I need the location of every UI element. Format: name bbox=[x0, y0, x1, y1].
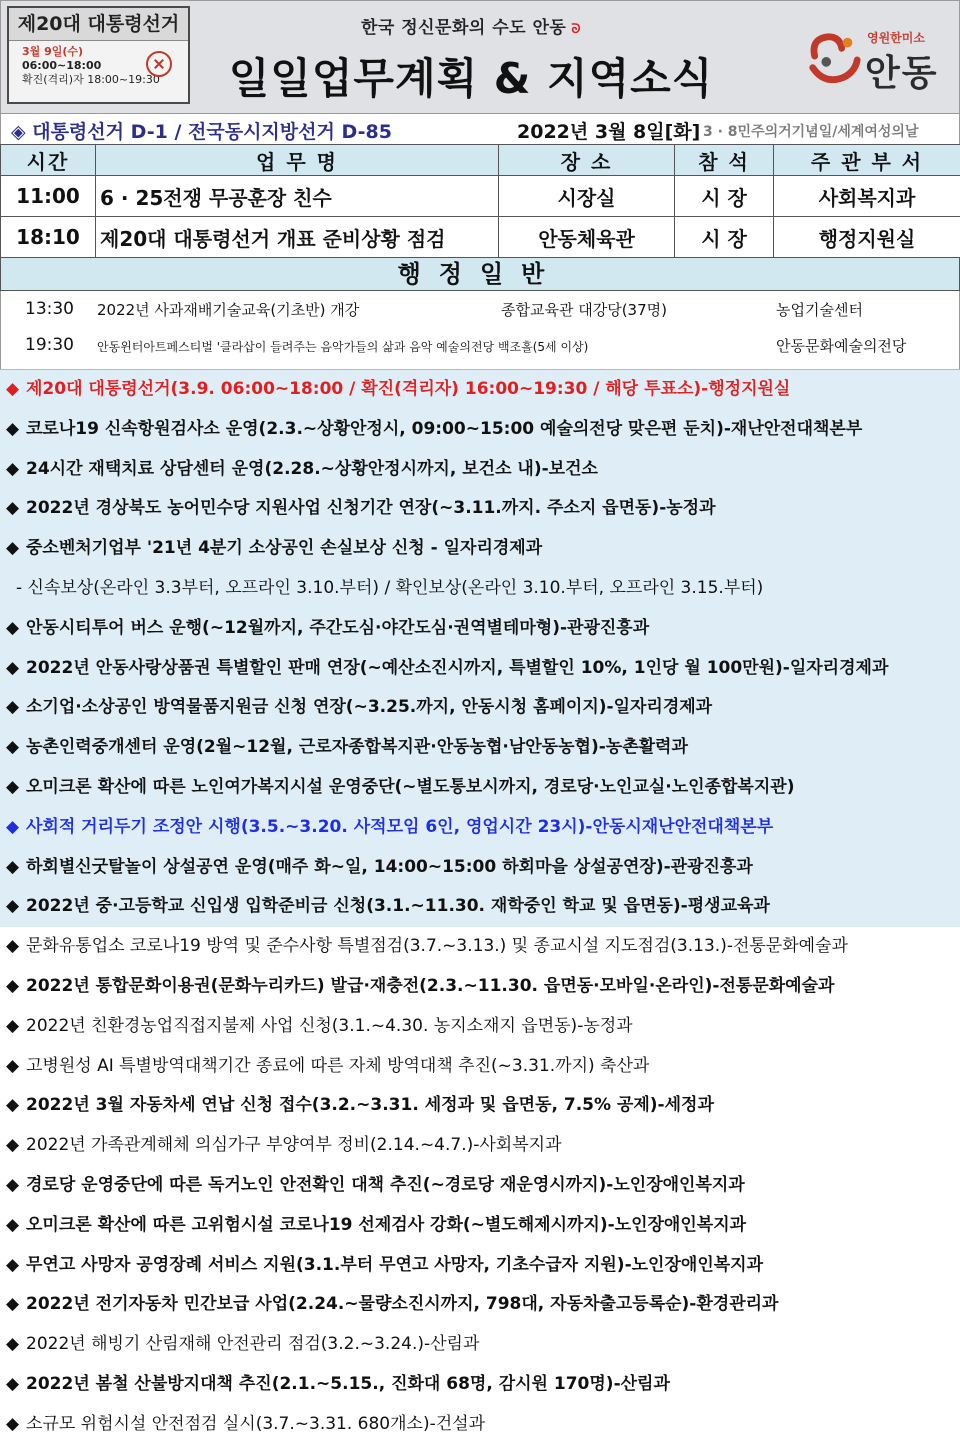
list-item bbox=[0, 848, 960, 888]
list-item-text: 2022년 3월 자동차세 연납 신청 접수(3.2.~3.31. 세정과 및 읍면동, 7.5% 공제)-세정과 bbox=[26, 1095, 714, 1116]
list-item bbox=[0, 1405, 960, 1445]
list-item bbox=[0, 688, 960, 728]
news-list bbox=[0, 927, 960, 1444]
admin-department: 안동문화예술의전당 bbox=[776, 337, 907, 355]
list-item bbox=[0, 609, 960, 649]
list-item-text: 24시간 재택치료 상담센터 운영(2.28.~상황안정시까지, 보건소 내)-보건소 bbox=[26, 458, 598, 479]
andong-logo bbox=[803, 19, 943, 99]
list-item-text: 2022년 친환경농업직접지불제 사업 신청(3.1.~4.30. 농지소재지 읍면동)-농정과 bbox=[26, 1015, 633, 1036]
diamond-bullet-icon: ◆ bbox=[6, 1135, 20, 1156]
admin-time: 19:30 bbox=[25, 335, 74, 355]
list-item-text: 사회적 거리두기 조정안 시행(3.5.~3.20. 사적모임 6인, 영업시간 23시)-안동시재난안전대책본부 bbox=[26, 816, 774, 837]
list-item bbox=[0, 1285, 960, 1325]
list-item-text: 2022년 통합문화이용권(문화누리카드) 발급·재충전(2.3.~11.30. 읍면동·모바일·온라인)-전통문화예술과 bbox=[26, 975, 835, 996]
logo-city-name: 안동 bbox=[865, 53, 939, 94]
col-header-attendee: 참 석 bbox=[675, 145, 774, 176]
dday-text: ◈ 대통령선거 D-1 / 전국동시지방선거 D-85 bbox=[11, 121, 392, 143]
list-item bbox=[0, 1365, 960, 1405]
diamond-bullet-icon: ◆ bbox=[6, 1015, 20, 1036]
schedule-place: 시장실 bbox=[499, 176, 675, 217]
list-item-text: 2022년 경상북도 농어민수당 지원사업 신청기간 연장(~3.11.까지. 주소지 읍면동)-농정과 bbox=[26, 498, 716, 519]
page-title: 일일업무계획 & 지역소식 bbox=[228, 54, 714, 103]
col-header-task: 업 무 명 bbox=[96, 145, 499, 176]
diamond-bullet-icon: ◆ bbox=[6, 896, 20, 917]
list-item-text: 하회별신굿탈놀이 상설공연 운영(매주 화~일, 14:00~15:00 하회마을 상설공연장)-관광진흥과 bbox=[26, 856, 753, 877]
list-item-text: 소기업·소상공인 방역물품지원금 신청 연장(~3.25.까지, 안동시청 홈페이지)-일자리경제과 bbox=[26, 697, 713, 718]
diamond-bullet-icon: ◆ bbox=[6, 418, 20, 439]
list-item bbox=[0, 450, 960, 490]
today-date: 2022년 3월 8일[화] bbox=[517, 121, 701, 143]
list-item bbox=[0, 1086, 960, 1126]
list-item-text: 2022년 봄철 산불방지대책 추진(2.1.~5.15., 진화대 68명, 감시원 170명)-산림과 bbox=[26, 1373, 670, 1394]
list-item-text: 2022년 가족관계해체 의심가구 부양여부 정비(2.14.~4.7.)-사회복지과 bbox=[26, 1135, 562, 1156]
election-info-box bbox=[7, 6, 190, 104]
schedule-department: 사회복지과 bbox=[774, 176, 960, 217]
diamond-bullet-icon: ◆ bbox=[6, 856, 20, 877]
diamond-bullet-icon: ◆ bbox=[6, 1055, 20, 1076]
list-item bbox=[0, 649, 960, 689]
list-item bbox=[1, 331, 959, 361]
list-item-text: 문화유통업소 코로나19 방역 및 준수사항 특별점검(3.7.~3.13.) 및 종교시설 지도점검(3.13.)-전통문화예술과 bbox=[26, 936, 848, 957]
logo-slogan: 영원한미소 bbox=[867, 31, 925, 45]
diamond-bullet-icon: ◆ bbox=[6, 1373, 20, 1394]
admin-section-heading: 행정일반 bbox=[0, 258, 960, 291]
list-item-text: 2022년 안동사랑상품권 특별할인 판매 연장(~예산소진시까지, 특별할인 10%, 1인당 월 100만원)-일자리경제과 bbox=[26, 657, 889, 678]
list-item-text: 2022년 전기자동차 민간보급 사업(2.24.~물량소진시까지, 798대, 자동차출고등록순)-환경관리과 bbox=[26, 1294, 779, 1315]
diamond-bullet-icon: ◆ bbox=[6, 737, 20, 758]
col-header-department: 주 관 부 서 bbox=[774, 145, 960, 176]
header bbox=[0, 0, 960, 114]
list-item-text: 무연고 사망자 공영장례 서비스 지원(3.1.부터 무연고 사망자, 기초수급자 지원)-노인장애인복지과 bbox=[26, 1254, 764, 1275]
vote-stamp-icon bbox=[146, 51, 172, 77]
admin-event: 2022년 사과재배기술교육(기초반) 개강 bbox=[97, 301, 360, 319]
list-item bbox=[0, 768, 960, 808]
list-item-text: 경로당 운영중단에 따른 독거노인 안전확인 대책 추진(~경로당 재운영시까지)-노인장애인복지과 bbox=[26, 1174, 745, 1195]
diamond-bullet-icon: ◆ bbox=[6, 1254, 20, 1275]
list-item-text: 중소벤처기업부 '21년 4분기 소상공인 손실보상 신청 - 일자리경제과 bbox=[26, 538, 543, 559]
list-item bbox=[0, 370, 960, 410]
election-hours: 06:00~18:00 bbox=[22, 59, 102, 72]
election-date: 3월 9일(수) bbox=[22, 45, 84, 58]
diamond-bullet-icon: ◆ bbox=[6, 1334, 20, 1355]
smile-logo-icon bbox=[805, 29, 863, 87]
schedule-attendee: 시 장 bbox=[675, 217, 774, 258]
diamond-bullet-icon: ◆ bbox=[6, 379, 20, 399]
list-item bbox=[0, 529, 960, 569]
list-item-text: 코로나19 신속항원검사소 운영(2.3.~상황안정시, 09:00~15:00 예술의전당 맞은편 둔치)-재난안전대책본부 bbox=[26, 418, 863, 439]
list-item bbox=[0, 927, 960, 967]
list-item bbox=[0, 489, 960, 529]
diamond-bullet-icon: ◆ bbox=[6, 458, 20, 479]
schedule-department: 행정지원실 bbox=[774, 217, 960, 258]
memorial-day: 3 · 8민주의거기념일/세계여성의날 bbox=[703, 124, 919, 140]
schedule-time: 18:10 bbox=[1, 217, 96, 258]
list-item-text: 오미크론 확산에 따른 노인여가복지시설 운영중단(~별도통보시까지, 경로당·노인교실·노인종합복지관) bbox=[26, 776, 795, 797]
schedule-place: 안동체육관 bbox=[499, 217, 675, 258]
admin-place: 종합교육관 대강당(37명) bbox=[501, 301, 667, 319]
list-item bbox=[0, 1047, 960, 1087]
list-item-text: 2022년 중·고등학교 신입생 입학준비금 신청(3.1.~11.30. 재학중인 학교 및 읍면동)-평생교육과 bbox=[26, 896, 770, 917]
list-item-text: 오미크론 확산에 따른 고위험시설 코로나19 선제검사 강화(~별도해제시까지)-노인장애인복지과 bbox=[26, 1214, 747, 1235]
list-item-text: 제20대 대통령선거(3.9. 06:00~18:00 / 확진(격리자) 16:00~19:30 / 해당 투표소)-행정지원실 bbox=[26, 379, 791, 399]
header-subtitle: 한국 정신문화의 수도 안동 bbox=[360, 18, 567, 38]
diamond-bullet-icon: ◆ bbox=[6, 1214, 20, 1235]
diamond-bullet-icon: ◆ bbox=[6, 816, 20, 837]
list-item bbox=[0, 887, 960, 927]
list-item-text: - 신속보상(온라인 3.3부터, 오프라인 3.10.부터) / 확인보상(온라인 3.10.부터, 오프라인 3.15.부터) bbox=[16, 577, 764, 598]
table-row bbox=[1, 217, 960, 258]
news-list-highlighted bbox=[0, 369, 960, 927]
diamond-bullet-icon: ◆ bbox=[6, 1174, 20, 1195]
admin-time: 13:30 bbox=[25, 299, 74, 319]
election-box-title: 제20대 대통령선거 bbox=[9, 8, 188, 41]
schedule-task: 제20대 대통령선거 개표 준비상황 점검 bbox=[96, 217, 499, 258]
list-item bbox=[0, 1166, 960, 1206]
schedule-header-row bbox=[1, 145, 960, 176]
list-item bbox=[0, 1126, 960, 1166]
election-quarantine-hours: 확진(격리)자 18:00~19:30 bbox=[22, 73, 160, 86]
list-item bbox=[0, 728, 960, 768]
list-item-text: 2022년 해빙기 산림재해 안전관리 점검(3.2.~3.24.)-산림과 bbox=[26, 1334, 480, 1355]
swirl-icon: ᘐ bbox=[566, 22, 582, 37]
list-item-text: 소규모 위험시설 안전점검 실시(3.7.~3.31. 680개소)-건설과 bbox=[26, 1413, 485, 1434]
diamond-bullet-icon: ◆ bbox=[6, 697, 20, 718]
diamond-bullet-icon: ◆ bbox=[6, 975, 20, 996]
list-item bbox=[0, 1325, 960, 1365]
admin-event: 안동윈터아트페스티벌 '클라삽이 들려주는 음악가들의 삶과 음악 예술의전당 백조홀(5세 이상) bbox=[97, 340, 589, 354]
col-header-time: 시간 bbox=[1, 145, 96, 176]
diamond-bullet-icon: ◆ bbox=[6, 1095, 20, 1116]
list-item-text: 고병원성 AI 특별방역대책기간 종료에 따른 자체 방역대책 추진(~3.31.까지) 축산과 bbox=[26, 1055, 650, 1076]
list-item-text: 농촌인력중개센터 운영(2월~12월, 근로자종합복지관·안동농협·남안동농협)-농촌활력과 bbox=[26, 737, 688, 758]
list-item bbox=[0, 1206, 960, 1246]
admin-department: 농업기술센터 bbox=[776, 301, 863, 319]
diamond-bullet-icon: ◆ bbox=[6, 617, 20, 638]
diamond-bullet-icon: ◆ bbox=[6, 1413, 20, 1434]
list-item bbox=[1, 295, 959, 325]
list-item bbox=[0, 569, 960, 609]
col-header-place: 장 소 bbox=[499, 145, 675, 176]
schedule-time: 11:00 bbox=[1, 176, 96, 217]
diamond-bullet-icon: ◆ bbox=[6, 657, 20, 678]
schedule-table bbox=[0, 144, 960, 258]
diamond-bullet-icon: ◆ bbox=[6, 936, 20, 957]
table-row bbox=[1, 176, 960, 217]
diamond-bullet-icon: ◆ bbox=[6, 538, 20, 559]
diamond-bullet-icon: ◆ bbox=[6, 498, 20, 519]
list-item bbox=[0, 410, 960, 450]
dday-row bbox=[0, 114, 960, 144]
list-item bbox=[0, 1246, 960, 1286]
list-item-text: 안동시티투어 버스 운행(~12월까지, 주간도심·야간도심·권역별테마형)-관광진흥과 bbox=[26, 617, 650, 638]
diamond-bullet-icon: ◆ bbox=[6, 1294, 20, 1315]
schedule-task: 6 · 25전쟁 무공훈장 친수 bbox=[96, 176, 499, 217]
list-item bbox=[0, 1007, 960, 1047]
list-item bbox=[0, 808, 960, 848]
schedule-attendee: 시 장 bbox=[675, 176, 774, 217]
diamond-bullet-icon: ◆ bbox=[6, 776, 20, 797]
list-item bbox=[0, 967, 960, 1007]
admin-list bbox=[0, 291, 960, 369]
